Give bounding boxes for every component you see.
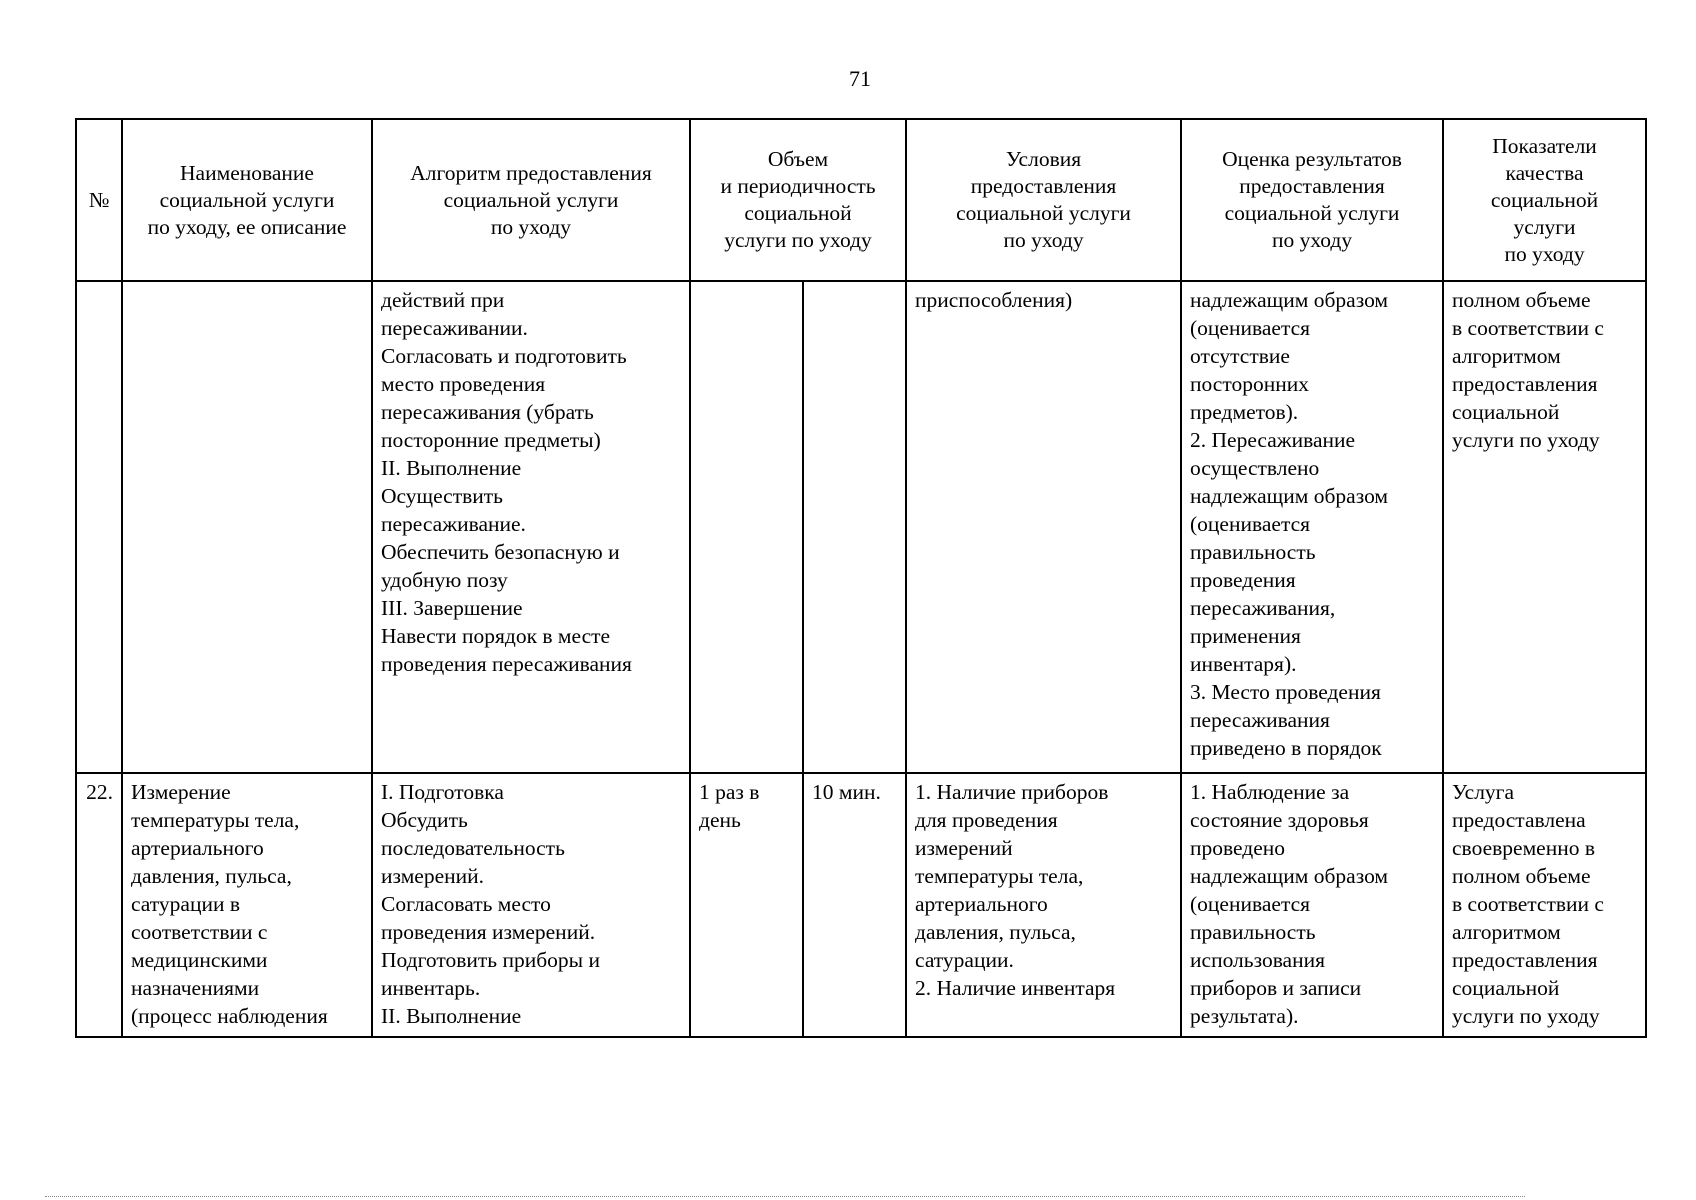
- header-volume-frequency: [690, 119, 906, 281]
- conditions-cell: [906, 281, 1181, 773]
- text-line: Оценка результатов: [1222, 147, 1402, 171]
- header-algorithm: [372, 119, 690, 281]
- header-quality: [1443, 119, 1646, 281]
- text-line: алгоритмом: [1452, 344, 1561, 368]
- text-line: полном объеме: [1452, 288, 1591, 312]
- text-line: пересаживания,: [1190, 596, 1336, 620]
- table-row: [76, 281, 1646, 773]
- text-line: осуществлено: [1190, 456, 1320, 480]
- text-line: 2. Наличие инвентаря: [915, 976, 1116, 1000]
- text-line: услуги по уходу: [724, 228, 872, 252]
- quality-cell: [1443, 281, 1646, 773]
- text-line: пересаживание.: [381, 512, 526, 536]
- text-line: давления, пульса,: [131, 864, 292, 888]
- text-line: приборов и записи: [1190, 976, 1362, 1000]
- text-line: Осуществить: [381, 484, 503, 508]
- text-line: сатурации.: [915, 948, 1014, 972]
- text-line: 1. Наличие приборов: [915, 780, 1109, 804]
- text-line: правильность: [1190, 920, 1316, 944]
- text-line: предоставления: [970, 174, 1117, 198]
- text-line: место проведения: [381, 372, 546, 396]
- text-line: проведения измерений.: [381, 920, 596, 944]
- text-line: I. Подготовка: [381, 780, 504, 804]
- text-line: Обеспечить безопасную и: [381, 540, 620, 564]
- text-line: Объем: [767, 147, 829, 171]
- text-line: по уходу: [490, 214, 572, 239]
- row-number: [76, 281, 122, 773]
- service-name-cell: [122, 281, 372, 773]
- text-line: услуги: [1513, 214, 1576, 239]
- text-line: соответствии с: [131, 920, 268, 944]
- text-line: результата).: [1190, 1004, 1299, 1028]
- text-line: пересаживания: [1190, 708, 1330, 732]
- text-line: правильность: [1190, 540, 1316, 564]
- header-evaluation: [1181, 119, 1443, 281]
- header-service-name: [122, 119, 372, 281]
- frequency-cell: [690, 281, 803, 773]
- text-line: социальной услуги: [1224, 201, 1400, 225]
- text-line: пересаживании.: [381, 316, 528, 340]
- text-line: проведения пересаживания: [381, 652, 632, 676]
- text-line: социальной: [1452, 976, 1560, 1000]
- text-line: удобную позу: [381, 568, 508, 592]
- text-line: Условия: [1005, 147, 1082, 171]
- social-services-table: [75, 118, 1647, 1038]
- text-line: инвентарь.: [381, 976, 481, 1000]
- text-line: в соответствии с: [1452, 316, 1604, 340]
- text-line: проведено: [1190, 836, 1286, 860]
- header-conditions: [906, 119, 1181, 281]
- row-number: 22.: [76, 773, 122, 1037]
- text-line: посторонние предметы): [381, 428, 601, 452]
- text-line: социальной услуги: [956, 201, 1131, 225]
- quality-cell: [1443, 773, 1646, 1037]
- text-line: услуги по уходу: [1452, 1004, 1600, 1028]
- text-line: измерений: [915, 836, 1013, 860]
- text-line: приспособления): [915, 288, 1073, 312]
- text-line: по уходу: [1271, 228, 1353, 252]
- frequency-cell: [690, 773, 803, 1037]
- text-line: Подготовить приборы и: [381, 948, 600, 972]
- text-line: сатурации в: [131, 892, 240, 916]
- text-line: 3. Место проведения: [1190, 680, 1381, 704]
- text-line: полном объеме: [1452, 864, 1591, 888]
- text-line: по уходу: [1003, 228, 1084, 252]
- text-line: проведения: [1190, 568, 1296, 592]
- text-line: и периодичность: [720, 174, 876, 198]
- text-line: использования: [1190, 948, 1325, 972]
- duration-cell: [803, 281, 906, 773]
- text-line: инвентаря).: [1190, 652, 1297, 676]
- text-line: отсутствие: [1190, 344, 1290, 368]
- text-line: состояние здоровья: [1190, 808, 1369, 832]
- text-line: предоставления: [1452, 948, 1598, 972]
- text-line: услуги по уходу: [1452, 428, 1600, 452]
- text-line: Услуга: [1452, 780, 1515, 804]
- algorithm-cell: [372, 281, 690, 773]
- text-line: температуры тела,: [131, 808, 300, 832]
- text-line: действий при: [381, 288, 505, 312]
- text-line: предоставления: [1452, 372, 1598, 396]
- text-line: 10 мин.: [812, 780, 881, 804]
- scan-bottom-edge: [45, 1196, 1525, 1199]
- evaluation-cell: [1181, 281, 1443, 773]
- text-line: Наименование: [180, 160, 314, 185]
- text-line: (оценивается: [1190, 316, 1311, 340]
- duration-cell: [803, 773, 906, 1037]
- text-line: надлежащим образом: [1190, 484, 1389, 508]
- text-line: температуры тела,: [915, 864, 1084, 888]
- text-line: (оценивается: [1190, 512, 1311, 536]
- text-line: социальной услуги: [443, 187, 619, 212]
- text-line: день: [699, 808, 741, 832]
- text-line: надлежащим образом: [1190, 288, 1389, 312]
- text-line: посторонних: [1190, 372, 1309, 396]
- text-line: по уходу, ее описание: [147, 214, 347, 239]
- text-line: применения: [1190, 624, 1301, 648]
- text-line: II. Выполнение: [381, 1004, 522, 1028]
- text-line: социальной: [744, 201, 852, 225]
- text-line: II. Выполнение: [381, 456, 522, 480]
- text-line: 1 раз в: [699, 780, 760, 804]
- text-line: качества: [1505, 160, 1584, 185]
- table-header-row: [76, 119, 1646, 281]
- text-line: Навести порядок в месте: [381, 624, 611, 648]
- text-line: приведено в порядок: [1190, 736, 1382, 760]
- algorithm-cell: [372, 773, 690, 1037]
- text-line: для проведения: [915, 808, 1058, 832]
- text-line: назначениями: [131, 976, 260, 1000]
- text-line: (процесс наблюдения: [131, 1004, 328, 1028]
- service-name-cell: [122, 773, 372, 1037]
- text-line: Согласовать и подготовить: [381, 344, 627, 368]
- page-number: 71: [849, 66, 871, 91]
- text-line: предоставлена: [1452, 808, 1586, 832]
- text-line: (оценивается: [1190, 892, 1311, 916]
- text-line: своевременно в: [1452, 836, 1595, 860]
- text-line: пересаживания (убрать: [381, 400, 594, 424]
- text-line: в соответствии с: [1452, 892, 1604, 916]
- text-line: Обсудить: [381, 808, 468, 832]
- text-line: предоставления: [1239, 174, 1385, 198]
- evaluation-cell: [1181, 773, 1443, 1037]
- text-line: последовательность: [381, 836, 565, 860]
- text-line: III. Завершение: [381, 596, 523, 620]
- text-line: Согласовать место: [381, 892, 551, 916]
- text-line: предметов).: [1190, 400, 1299, 424]
- text-line: давления, пульса,: [915, 920, 1076, 944]
- text-line: 1. Наблюдение за: [1190, 780, 1350, 804]
- text-line: надлежащим образом: [1190, 864, 1389, 888]
- text-line: Алгоритм предоставления: [410, 160, 652, 185]
- text-line: медицинскими: [131, 948, 268, 972]
- text-line: измерений.: [381, 864, 485, 888]
- table-row: [76, 773, 1646, 1037]
- text-line: социальной услуги: [159, 187, 335, 212]
- text-line: социальной: [1490, 187, 1599, 212]
- text-line: Измерение: [131, 780, 231, 804]
- text-line: артериального: [915, 892, 1048, 916]
- conditions-cell: [906, 773, 1181, 1037]
- text-line: социальной: [1452, 400, 1560, 424]
- text-line: Показатели: [1492, 133, 1597, 158]
- text-line: артериального: [131, 836, 264, 860]
- text-line: алгоритмом: [1452, 920, 1561, 944]
- header-num: №: [76, 119, 122, 281]
- text-line: по уходу: [1504, 241, 1585, 266]
- text-line: 2. Пересаживание: [1190, 428, 1356, 452]
